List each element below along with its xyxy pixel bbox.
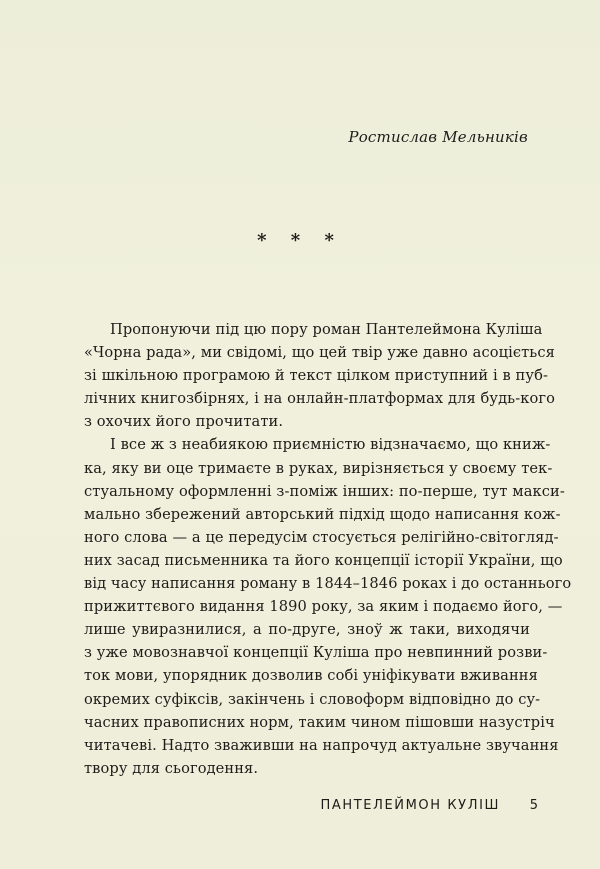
page-footer [0,798,600,820]
running-head: ПАНТЕЛЕЙМОН КУЛІШ [320,798,500,813]
text-line: окремих суфіксів, закінчень і словоформ відповідно до су- [84,690,541,708]
text-line: читачеві. Надто зваживши на напрочуд актуальне звучання [84,736,559,754]
text-line: ток мови, упорядник дозволив собі уніфікувати вживання [84,667,538,685]
text-line: Пропонуючи під цю пору роман Пантелеймона Куліша [110,321,543,338]
text-line: «Чорна рада», ми свідомі, що цей твір уже давно асоціється [84,344,555,362]
text-line: твору для сьогодення. [84,759,259,777]
text-line: І все ж з неабиякою приємністю відзначаємо, що книж- [110,436,551,454]
page-number: 5 [529,798,538,813]
text-line: з уже мовознавчої концепції Куліша про невпинний розви- [84,644,548,662]
text-line: мально збережений авторський підхід щодо написання кож- [84,505,561,523]
text-line: ного слова — а це передусім стосується релігійно-світогляд- [84,528,559,546]
body-text [84,318,572,780]
paragraph-2 [84,433,572,779]
text-line: від часу написання роману в 1844–1846 роках і до останнього [84,575,572,593]
text-line: ка, яку ви оце тримаєте в руках, вирізняється у своєму тек- [84,459,553,477]
author-signature: Ростислав Мельників [348,128,528,146]
section-separator: * * * [257,230,343,251]
text-line: зі шкільною програмою й текст цілком приступний і в пуб- [84,367,548,385]
text-line: стуальному оформленні з-поміж інших: по-перше, тут макси- [84,482,565,500]
text-line: з охочих його прочитати. [84,413,284,431]
text-line: лічних книгозбірнях, і на онлайн-платформах для будь-кого [84,390,555,408]
paragraph-1 [84,318,555,433]
text-line: лише увиразнилися, а по-друге, зноў ж таки, виходячи [84,621,530,639]
text-line: часних правописних норм, таким чином пішовши назустріч [84,713,555,731]
text-line: прижиттєвого видання 1890 року, за яким і подаємо його, — [84,598,563,616]
text-line: них засад письменника та його концепції історії України, що [84,551,563,569]
